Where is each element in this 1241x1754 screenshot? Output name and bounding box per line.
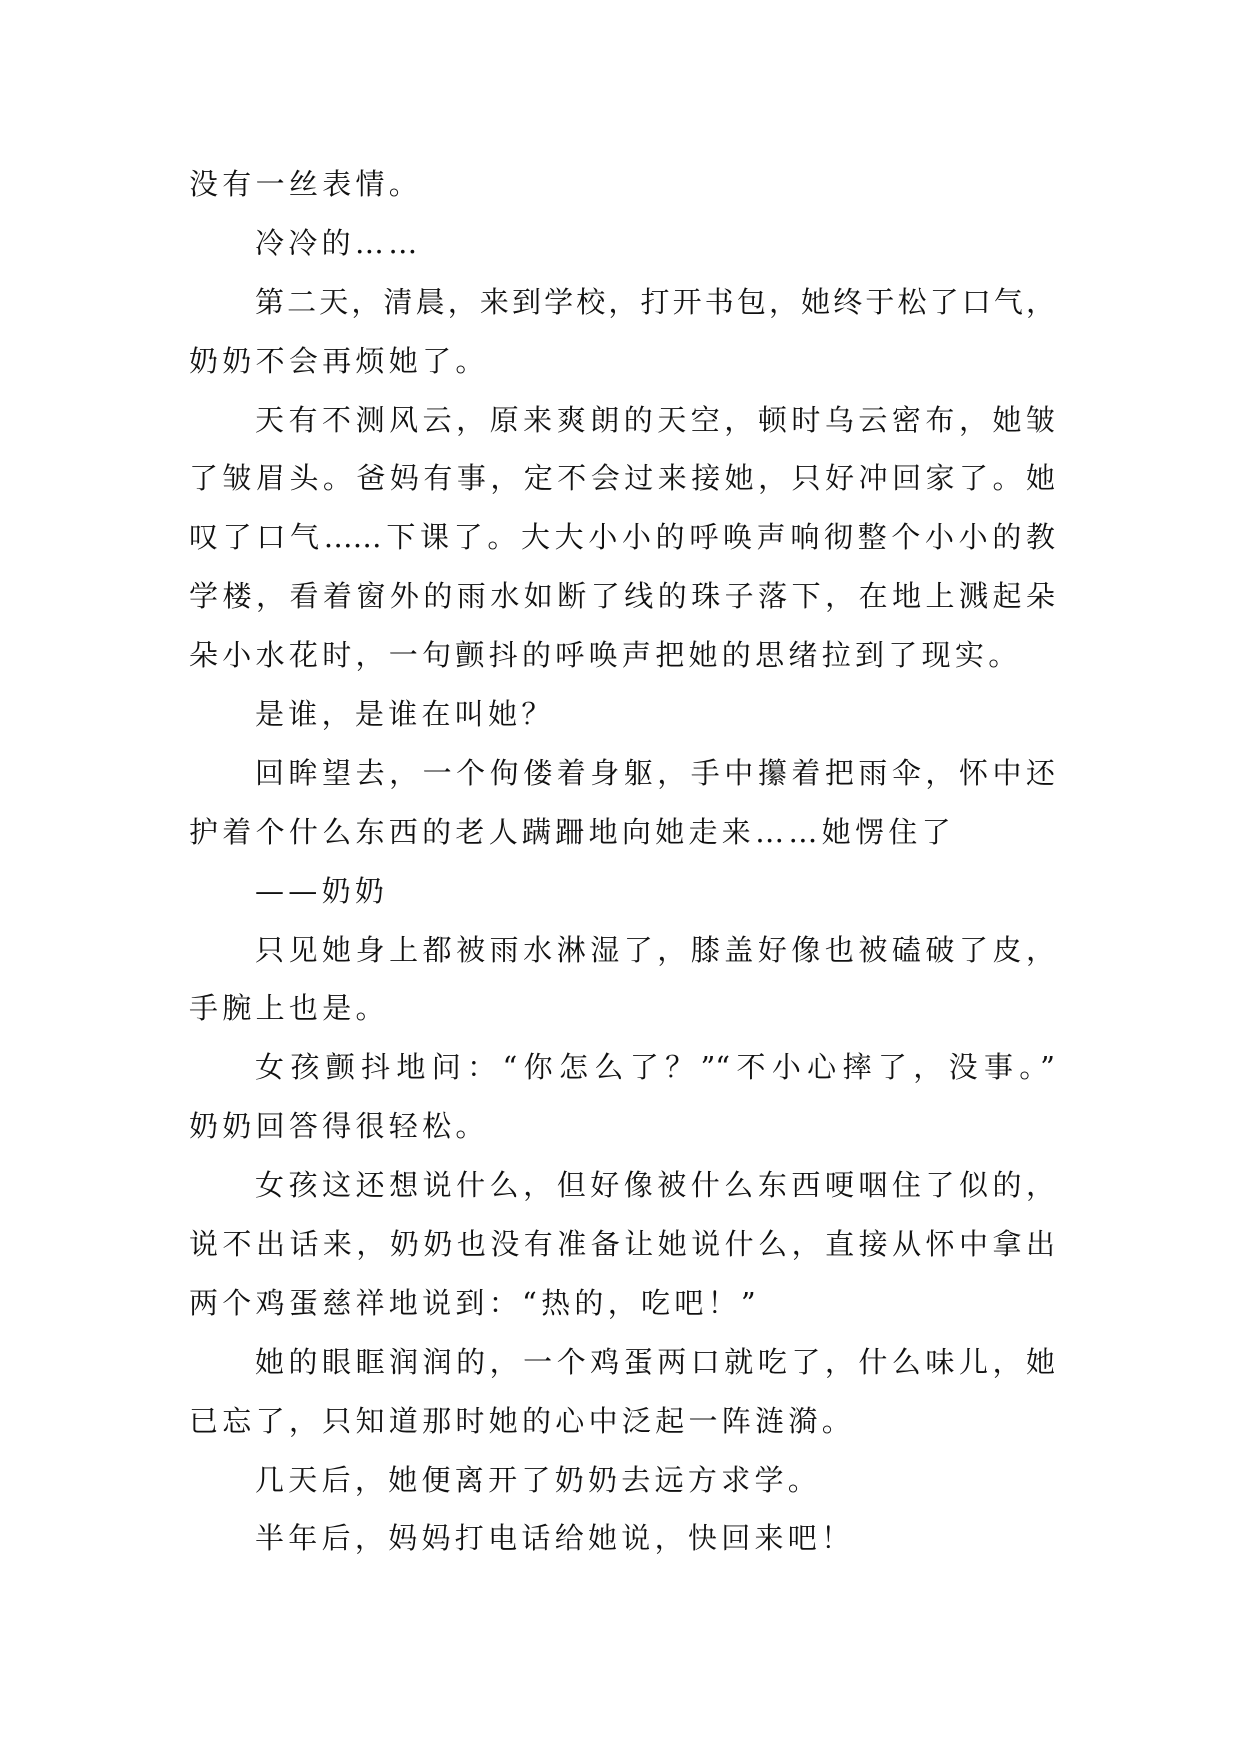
text-line: 女孩颤抖地问：“你怎么了？”“不小心摔了，没事。” [255, 1050, 1055, 1085]
text-line: 回眸望去，一个佝偻着身躯，手中攥着把雨伞，怀中还 [255, 755, 1055, 790]
paragraph [189, 862, 1055, 921]
text-line: 她的眼眶润润的，一个鸡蛋两口就吃了，什么味儿，她 [255, 1344, 1055, 1379]
paragraph [189, 214, 1055, 273]
text-line: 朵小水花时，一句颤抖的呼唤声把她的思绪拉到了现实。 [189, 638, 1022, 673]
paragraph [189, 155, 1055, 214]
text-line: 说不出话来，奶奶也没有准备让她说什么，直接从怀中拿出 [189, 1227, 1055, 1262]
paragraph [189, 921, 1055, 1039]
text-line: 两个鸡蛋慈祥地说到：“热的，吃吧！” [189, 1285, 761, 1320]
text-line: 冷冷的…… [255, 225, 422, 260]
paragraph [189, 273, 1055, 391]
paragraph [189, 744, 1055, 862]
text-line: 只见她身上都被雨水淋湿了，膝盖好像也被磕破了皮， [255, 932, 1055, 967]
text-line: ——奶奶 [255, 873, 389, 908]
text-line: 叹了口气……下课了。大大小小的呼唤声响彻整个小小的教 [189, 520, 1055, 555]
text-line: 女孩这还想说什么，但好像被什么东西哽咽住了似的， [255, 1168, 1055, 1203]
text-line: 学楼，看着窗外的雨水如断了线的珠子落下，在地上溅起朵 [189, 579, 1055, 614]
paragraph [189, 1333, 1055, 1451]
body-text [189, 155, 1055, 1568]
text-line: 第二天，清晨，来到学校，打开书包，她终于松了口气， [255, 284, 1055, 319]
paragraph [189, 391, 1055, 685]
paragraph [189, 685, 1055, 744]
paragraph [189, 1451, 1055, 1510]
text-line: 护着个什么东西的老人蹒跚地向她走来……她愣住了 [189, 814, 955, 849]
paragraph [189, 1038, 1055, 1156]
text-line: 了皱眉头。爸妈有事，定不会过来接她，只好冲回家了。她 [189, 461, 1055, 496]
text-line: 半年后，妈妈打电话给她说，快回来吧！ [255, 1521, 855, 1556]
text-line: 手腕上也是。 [189, 991, 389, 1026]
text-line: 几天后，她便离开了奶奶去远方求学。 [255, 1462, 822, 1497]
text-line: 没有一丝表情。 [189, 167, 423, 201]
text-line: 奶奶不会再烦她了。 [189, 343, 489, 378]
text-line: 已忘了，只知道那时她的心中泛起一阵涟漪。 [189, 1403, 856, 1438]
text-line: 奶奶回答得很轻松。 [189, 1109, 489, 1144]
text-line: 天有不测风云，原来爽朗的天空，顿时乌云密布，她皱 [255, 402, 1055, 437]
paragraph [189, 1509, 1055, 1568]
text-line: 是谁，是谁在叫她？ [255, 697, 555, 732]
paragraph [189, 1156, 1055, 1333]
